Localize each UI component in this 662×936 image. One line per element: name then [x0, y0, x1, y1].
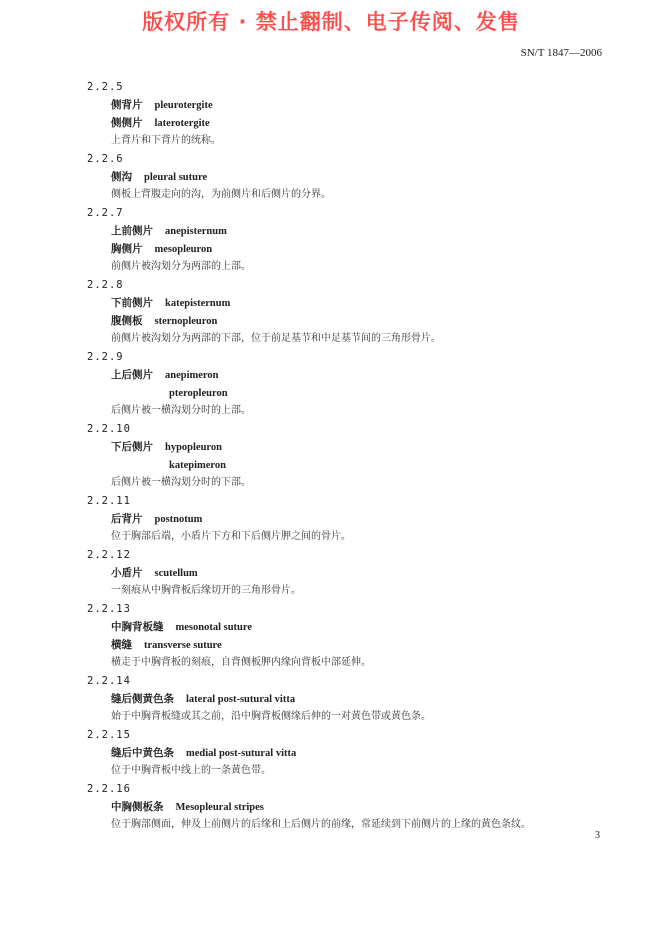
term-definition: 后侧片被一横沟划分时的下部。	[111, 477, 251, 488]
term-line	[111, 564, 607, 582]
clause-number: 2.2.13	[87, 603, 131, 615]
term-definition: 始于中胸背板缝或其之前，沿中胸背板侧缘后伸的一对黄色带或黄色条。	[111, 711, 431, 722]
clause-number: 2.2.11	[87, 495, 131, 507]
term-definition: 位于胸部侧面，伸及上前侧片的后缘和上后侧片的前缘，常延续到下前侧片的上缘的黄色条纹。	[111, 819, 531, 830]
page-number: 3	[595, 830, 600, 841]
term-entry	[87, 492, 607, 546]
clause-number: 2.2.5	[87, 81, 124, 93]
clause-number: 2.2.7	[87, 207, 124, 219]
term-entry	[87, 546, 607, 600]
clause-number: 2.2.8	[87, 279, 124, 291]
term-chinese: 下后侧片	[111, 441, 153, 453]
clause-number: 2.2.12	[87, 549, 131, 561]
term-line	[111, 690, 607, 708]
term-line	[111, 384, 607, 402]
term-line	[111, 240, 607, 258]
clause-number: 2.2.15	[87, 729, 131, 741]
clause-number: 2.2.10	[87, 423, 131, 435]
term-entry	[87, 204, 607, 276]
term-english: pteropleuron	[169, 388, 228, 399]
term-chinese: 上前侧片	[111, 225, 153, 237]
term-chinese: 横缝	[111, 639, 132, 651]
term-english: anepimeron	[165, 370, 219, 381]
term-definition: 一刻痕从中胸背板后缘切开的三角形骨片。	[111, 585, 301, 596]
term-entry	[87, 348, 607, 420]
term-entry	[87, 150, 607, 204]
term-english: sternopleuron	[154, 316, 218, 327]
term-line	[111, 312, 607, 330]
term-chinese: 上后侧片	[111, 369, 153, 381]
term-english: katepimeron	[169, 460, 226, 471]
term-line	[111, 114, 607, 132]
term-english: mesopleuron	[154, 244, 213, 255]
clause-number: 2.2.9	[87, 351, 124, 363]
watermark-banner: 版权所有 · 禁止翻制、电子传阅、发售	[142, 10, 520, 34]
term-chinese: 胸侧片	[111, 243, 143, 255]
term-chinese: 侧背片	[111, 99, 143, 111]
term-english: transverse suture	[144, 640, 222, 651]
term-entry	[87, 78, 607, 150]
term-english: mesonotal suture	[175, 622, 253, 633]
term-line	[111, 96, 607, 114]
clause-number: 2.2.16	[87, 783, 131, 795]
term-chinese: 后背片	[111, 513, 143, 525]
clause-number: 2.2.6	[87, 153, 124, 165]
term-entry	[87, 276, 607, 348]
term-english: lateral post-sutural vitta	[186, 694, 296, 705]
term-definition: 前侧片被沟划分为两部的下部，位于前足基节和中足基节间的三角形骨片。	[111, 333, 441, 344]
term-english: scutellum	[154, 568, 198, 579]
term-english: Mesopleural stripes	[175, 802, 264, 813]
clause-number: 2.2.14	[87, 675, 131, 687]
term-entry	[87, 600, 607, 672]
term-chinese: 下前侧片	[111, 297, 153, 309]
term-entry	[87, 672, 607, 726]
term-line	[111, 798, 607, 816]
term-english: anepisternum	[165, 226, 227, 237]
term-english: laterotergite	[154, 118, 210, 129]
term-english: pleural suture	[144, 172, 208, 183]
term-definition: 位于中胸背板中线上的一条黄色带。	[111, 765, 271, 776]
term-english: pleurotergite	[154, 100, 213, 111]
term-line	[111, 744, 607, 762]
term-line	[111, 366, 607, 384]
term-definition: 侧板上背腹走向的沟，为前侧片和后侧片的分界。	[111, 189, 331, 200]
term-line	[111, 510, 607, 528]
term-chinese: 缝后侧黄色条	[111, 693, 174, 705]
term-definition: 上背片和下背片的统称。	[111, 135, 221, 146]
term-english: hypopleuron	[165, 442, 222, 453]
term-english: postnotum	[154, 514, 203, 525]
term-chinese: 小盾片	[111, 567, 143, 579]
term-chinese: 侧沟	[111, 171, 132, 183]
term-chinese: 缝后中黄色条	[111, 747, 174, 759]
term-line	[111, 294, 607, 312]
term-chinese: 腹侧板	[111, 315, 143, 327]
term-chinese: 中胸背板缝	[111, 621, 164, 633]
term-english: medial post-sutural vitta	[186, 748, 297, 759]
term-line	[111, 222, 607, 240]
term-line	[111, 168, 607, 186]
term-definition: 横走于中胸背板的刻痕，自背侧板胛内缘向背板中部延伸。	[111, 657, 371, 668]
standard-code: SN/T 1847—2006	[520, 47, 602, 59]
term-english: katepisternum	[165, 298, 231, 309]
term-entry	[87, 780, 607, 834]
term-definition: 前侧片被沟划分为两部的上部。	[111, 261, 251, 272]
term-line	[111, 456, 607, 474]
term-line	[111, 636, 607, 654]
term-line	[111, 618, 607, 636]
term-chinese: 侧侧片	[111, 117, 143, 129]
term-definition: 后侧片被一横沟划分时的上部。	[111, 405, 251, 416]
term-entry	[87, 420, 607, 492]
document-body	[87, 78, 607, 834]
term-entry	[87, 726, 607, 780]
term-chinese: 中胸侧板条	[111, 801, 164, 813]
term-definition: 位于胸部后端，小盾片下方和下后侧片胛之间的骨片。	[111, 531, 351, 542]
term-line	[111, 438, 607, 456]
